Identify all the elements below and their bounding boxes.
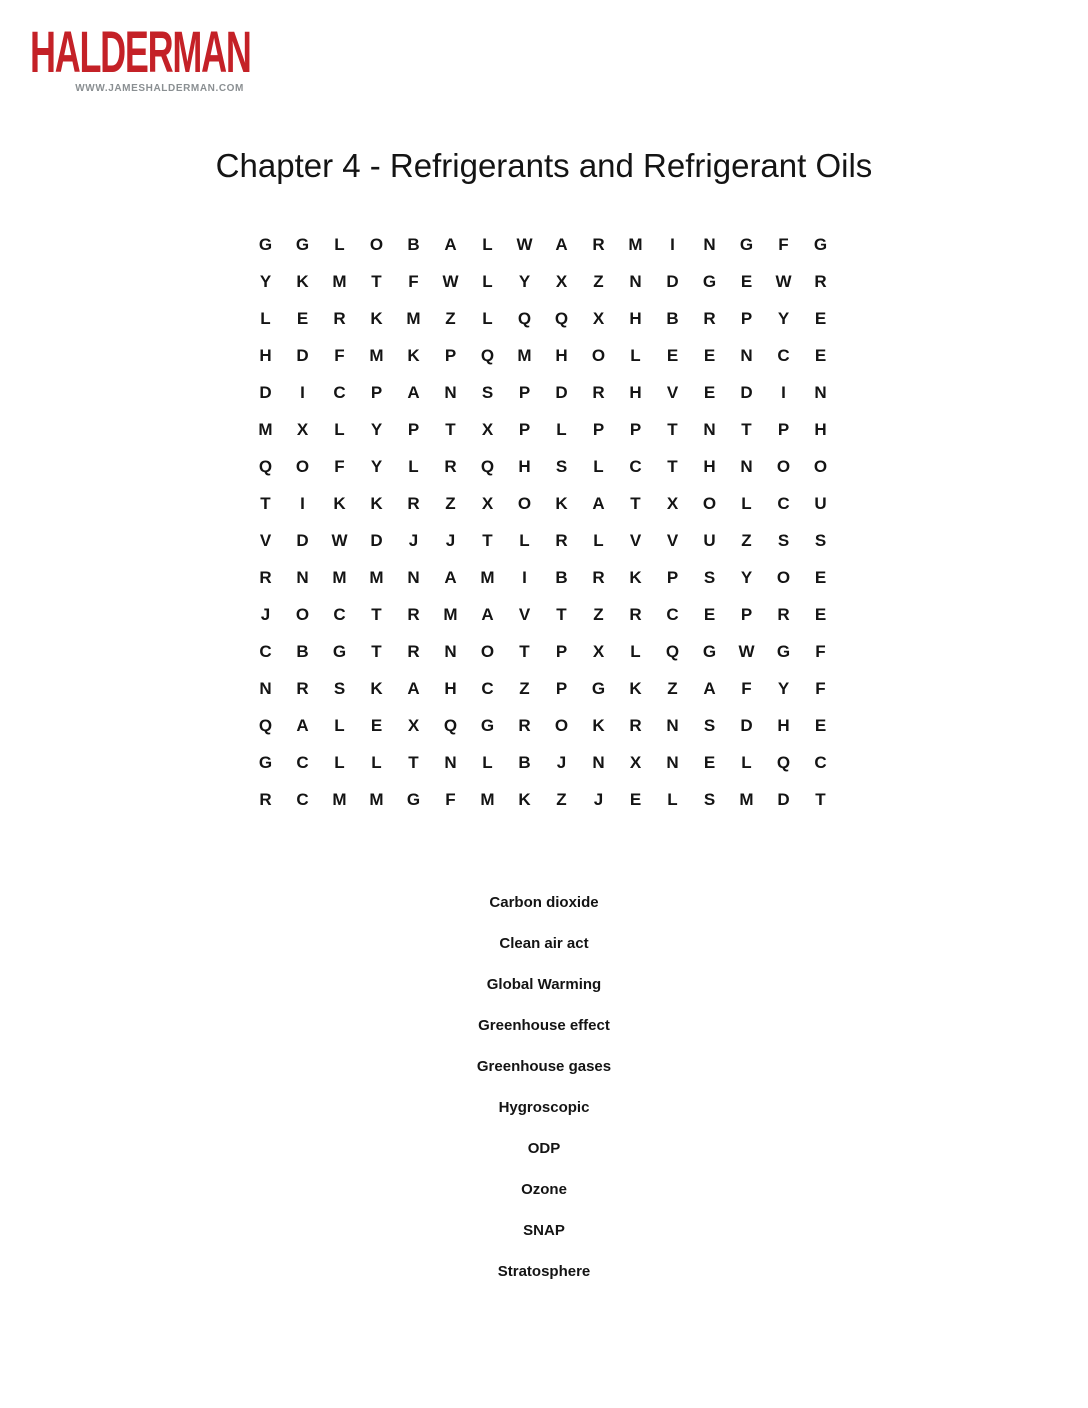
grid-cell: Q	[554, 308, 569, 328]
word-list-item: Clean air act	[499, 935, 589, 952]
grid-cell: L	[334, 715, 345, 735]
grid-cell: X	[592, 308, 605, 328]
grid-cell: A	[444, 567, 457, 587]
grid-cell: F	[445, 789, 456, 809]
grid-row	[247, 337, 839, 374]
word-list-item: ODP	[527, 1140, 561, 1157]
grid-cell: B	[296, 641, 309, 661]
grid-cell: U	[814, 493, 827, 513]
grid-cell: M	[480, 567, 495, 587]
grid-cell: G	[332, 641, 347, 661]
grid-cell: F	[408, 271, 419, 291]
grid-cell: Y	[740, 567, 753, 587]
logo-website-text: WWW.JAMESHALDERMAN.COM	[75, 83, 244, 94]
grid-cell: P	[407, 419, 420, 439]
grid-cell: W	[738, 641, 755, 661]
grid-cell: J	[408, 530, 419, 550]
grid-cell: V	[629, 530, 642, 550]
grid-cell: C	[296, 789, 309, 809]
grid-cell: Q	[517, 308, 532, 328]
grid-cell: X	[481, 419, 494, 439]
grid-row	[247, 263, 839, 300]
grid-cell: H	[259, 345, 272, 365]
grid-cell: M	[443, 604, 458, 624]
grid-cell: Y	[777, 678, 790, 698]
grid-cell: T	[815, 789, 826, 809]
grid-cell: X	[629, 752, 642, 772]
grid-cell: Y	[370, 419, 383, 439]
grid-cell: N	[296, 567, 309, 587]
grid-cell: Q	[258, 715, 273, 735]
grid-cell: N	[666, 752, 679, 772]
grid-cell: S	[703, 789, 716, 809]
grid-row	[247, 707, 839, 744]
grid-cell: F	[334, 456, 345, 476]
grid-cell: F	[334, 345, 345, 365]
grid-cell: S	[703, 715, 716, 735]
grid-cell: M	[332, 271, 347, 291]
grid-cell: Q	[258, 456, 273, 476]
grid-cell: T	[371, 641, 382, 661]
grid-row	[247, 633, 839, 670]
grid-cell: B	[518, 752, 531, 772]
grid-cell: G	[406, 789, 421, 809]
page-title: Chapter 4 - Refrigerants and Refrigerant Oils	[215, 147, 873, 184]
grid-cell: H	[777, 715, 790, 735]
grid-cell: P	[518, 419, 531, 439]
grid-cell: L	[334, 752, 345, 772]
grid-cell: R	[814, 271, 827, 291]
grid-cell: G	[295, 234, 310, 254]
grid-cell: T	[371, 604, 382, 624]
word-list-item: Ozone	[521, 1181, 567, 1198]
grid-cell: L	[519, 530, 530, 550]
word-list-item: SNAP	[523, 1222, 565, 1239]
grid-cell: K	[370, 678, 383, 698]
grid-cell: M	[369, 789, 384, 809]
grid-cell: T	[556, 604, 567, 624]
grid-cell: H	[444, 678, 457, 698]
grid-cell: B	[407, 234, 420, 254]
grid-cell: G	[739, 234, 754, 254]
grid-cell: C	[777, 345, 790, 365]
logo-brand-text: HALDERMAN	[30, 20, 251, 85]
grid-cell: L	[482, 752, 493, 772]
grid-cell: L	[593, 530, 604, 550]
grid-cell: L	[482, 308, 493, 328]
grid-cell: X	[296, 419, 309, 439]
grid-cell: H	[555, 345, 568, 365]
grid-cell: N	[444, 641, 457, 661]
grid-cell: F	[778, 234, 789, 254]
grid-cell: J	[556, 752, 567, 772]
grid-cell: R	[703, 308, 716, 328]
grid-row	[247, 522, 839, 559]
grid-cell: G	[813, 234, 828, 254]
grid-cell: L	[667, 789, 678, 809]
word-list-item: Global Warming	[486, 976, 602, 993]
grid-cell: N	[592, 752, 605, 772]
grid-cell: R	[333, 308, 346, 328]
grid-cell: I	[522, 567, 527, 587]
grid-cell: I	[781, 382, 786, 402]
grid-cell: T	[371, 271, 382, 291]
grid-cell: E	[703, 604, 716, 624]
grid-cell: S	[333, 678, 346, 698]
grid-cell: P	[555, 678, 568, 698]
grid-cell: L	[482, 234, 493, 254]
grid-cell: K	[370, 308, 383, 328]
grid-cell: T	[667, 456, 678, 476]
grid-cell: W	[775, 271, 792, 291]
grid-cell: V	[666, 530, 679, 550]
grid-cell: L	[260, 308, 271, 328]
grid-cell: J	[593, 789, 604, 809]
word-search-grid	[247, 226, 839, 818]
grid-cell: K	[370, 493, 383, 513]
grid-row	[247, 596, 839, 633]
grid-cell: K	[592, 715, 605, 735]
grid-row	[247, 411, 839, 448]
grid-cell: L	[741, 493, 752, 513]
grid-cell: D	[777, 789, 790, 809]
grid-row	[247, 448, 839, 485]
grid-cell: D	[296, 530, 309, 550]
grid-cell: M	[332, 789, 347, 809]
grid-cell: C	[481, 678, 494, 698]
grid-row	[247, 374, 839, 411]
grid-cell: P	[444, 345, 457, 365]
grid-cell: K	[555, 493, 568, 513]
grid-cell: N	[629, 271, 642, 291]
grid-cell: X	[666, 493, 679, 513]
grid-cell: N	[444, 382, 457, 402]
grid-cell: Z	[667, 678, 678, 698]
grid-cell: T	[482, 530, 493, 550]
grid-cell: R	[629, 715, 642, 735]
grid-cell: H	[814, 419, 827, 439]
grid-cell: O	[813, 456, 828, 476]
grid-cell: R	[259, 567, 272, 587]
grid-cell: O	[480, 641, 495, 661]
word-list-item: Carbon dioxide	[489, 894, 599, 911]
grid-cell: S	[481, 382, 494, 402]
grid-cell: C	[296, 752, 309, 772]
grid-cell: R	[407, 493, 420, 513]
word-list-item: Stratosphere	[497, 1263, 591, 1280]
grid-cell: O	[517, 493, 532, 513]
grid-cell: N	[259, 678, 272, 698]
grid-cell: A	[592, 493, 605, 513]
grid-cell: O	[295, 456, 310, 476]
grid-cell: X	[555, 271, 568, 291]
grid-cell: D	[370, 530, 383, 550]
grid-cell: L	[408, 456, 419, 476]
grid-cell: K	[518, 789, 531, 809]
grid-cell: O	[776, 456, 791, 476]
halderman-logo	[30, 20, 251, 94]
grid-cell: N	[703, 234, 716, 254]
grid-cell: E	[629, 789, 642, 809]
grid-cell: R	[592, 567, 605, 587]
grid-cell: O	[776, 567, 791, 587]
grid-cell: E	[814, 308, 827, 328]
grid-cell: K	[629, 678, 642, 698]
grid-cell: M	[258, 419, 273, 439]
grid-cell: P	[592, 419, 605, 439]
grid-cell: P	[629, 419, 642, 439]
grid-cell: K	[629, 567, 642, 587]
grid-cell: Y	[777, 308, 790, 328]
grid-cell: Z	[519, 678, 530, 698]
grid-cell: S	[555, 456, 568, 476]
grid-cell: N	[703, 419, 716, 439]
grid-cell: K	[333, 493, 346, 513]
grid-cell: T	[630, 493, 641, 513]
grid-cell: C	[333, 604, 346, 624]
grid-cell: M	[739, 789, 754, 809]
grid-cell: R	[592, 382, 605, 402]
grid-cell: M	[628, 234, 643, 254]
grid-cell: C	[814, 752, 827, 772]
grid-cell: E	[703, 382, 716, 402]
grid-row	[247, 300, 839, 337]
grid-cell: C	[259, 641, 272, 661]
grid-cell: M	[369, 345, 384, 365]
grid-cell: P	[370, 382, 383, 402]
grid-cell: W	[516, 234, 533, 254]
grid-cell: P	[740, 308, 753, 328]
grid-cell: P	[518, 382, 531, 402]
grid-cell: G	[480, 715, 495, 735]
grid-cell: M	[369, 567, 384, 587]
grid-cell: E	[814, 567, 827, 587]
grid-cell: R	[629, 604, 642, 624]
grid-cell: W	[442, 271, 459, 291]
grid-cell: D	[555, 382, 568, 402]
grid-cell: U	[703, 530, 716, 550]
grid-cell: L	[334, 234, 345, 254]
grid-cell: L	[371, 752, 382, 772]
word-list-item: Greenhouse effect	[478, 1017, 610, 1034]
grid-cell: Q	[776, 752, 791, 772]
grid-cell: E	[814, 345, 827, 365]
grid-cell: F	[815, 678, 826, 698]
grid-cell: K	[296, 271, 309, 291]
grid-cell: Z	[445, 308, 456, 328]
word-list	[0, 882, 1088, 1292]
grid-cell: V	[518, 604, 531, 624]
grid-cell: T	[741, 419, 752, 439]
grid-cell: N	[444, 752, 457, 772]
grid-cell: E	[370, 715, 383, 735]
grid-cell: R	[777, 604, 790, 624]
grid-cell: P	[666, 567, 679, 587]
grid-cell: A	[703, 678, 716, 698]
grid-cell: B	[555, 567, 568, 587]
grid-cell: I	[300, 382, 305, 402]
grid-cell: L	[556, 419, 567, 439]
grid-cell: L	[482, 271, 493, 291]
grid-cell: G	[702, 641, 717, 661]
grid-cell: N	[740, 345, 753, 365]
grid-cell: Y	[518, 271, 531, 291]
grid-cell: C	[629, 456, 642, 476]
grid-cell: E	[814, 604, 827, 624]
grid-cell: Z	[593, 604, 604, 624]
grid-cell: H	[518, 456, 531, 476]
grid-row	[247, 485, 839, 522]
grid-cell: F	[741, 678, 752, 698]
grid-cell: P	[740, 604, 753, 624]
grid-cell: G	[702, 271, 717, 291]
grid-cell: M	[332, 567, 347, 587]
grid-cell: C	[777, 493, 790, 513]
grid-cell: E	[814, 715, 827, 735]
grid-cell: E	[296, 308, 309, 328]
grid-cell: O	[591, 345, 606, 365]
grid-row	[247, 781, 839, 818]
grid-cell: X	[592, 641, 605, 661]
grid-cell: L	[334, 419, 345, 439]
grid-cell: G	[776, 641, 791, 661]
grid-cell: R	[407, 604, 420, 624]
grid-cell: O	[702, 493, 717, 513]
grid-row	[247, 559, 839, 596]
grid-cell: N	[740, 456, 753, 476]
grid-row	[247, 670, 839, 707]
grid-cell: I	[670, 234, 675, 254]
grid-cell: A	[407, 678, 420, 698]
grid-cell: E	[740, 271, 753, 291]
grid-cell: E	[703, 752, 716, 772]
grid-cell: Z	[593, 271, 604, 291]
grid-cell: Z	[556, 789, 567, 809]
grid-cell: R	[407, 641, 420, 661]
grid-cell: V	[259, 530, 272, 550]
grid-cell: Q	[665, 641, 680, 661]
grid-cell: M	[480, 789, 495, 809]
grid-cell: J	[445, 530, 456, 550]
grid-cell: P	[555, 641, 568, 661]
grid-cell: M	[406, 308, 421, 328]
grid-cell: N	[407, 567, 420, 587]
grid-cell: N	[666, 715, 679, 735]
grid-cell: O	[295, 604, 310, 624]
grid-cell: R	[518, 715, 531, 735]
grid-cell: Y	[370, 456, 383, 476]
grid-cell: A	[407, 382, 420, 402]
grid-cell: T	[667, 419, 678, 439]
grid-cell: L	[630, 345, 641, 365]
grid-cell: R	[259, 789, 272, 809]
grid-cell: H	[703, 456, 716, 476]
grid-cell: T	[519, 641, 530, 661]
grid-cell: P	[777, 419, 790, 439]
grid-cell: D	[259, 382, 272, 402]
grid-cell: E	[666, 345, 679, 365]
grid-cell: R	[555, 530, 568, 550]
grid-cell: L	[741, 752, 752, 772]
grid-cell: H	[629, 308, 642, 328]
word-list-item: Greenhouse gases	[476, 1058, 612, 1075]
grid-cell: S	[777, 530, 790, 550]
grid-cell: R	[444, 456, 457, 476]
grid-cell: R	[592, 234, 605, 254]
grid-cell: T	[260, 493, 271, 513]
grid-cell: W	[331, 530, 348, 550]
grid-cell: A	[296, 715, 309, 735]
grid-cell: G	[258, 234, 273, 254]
grid-cell: M	[517, 345, 532, 365]
grid-cell: O	[369, 234, 384, 254]
grid-cell: D	[296, 345, 309, 365]
grid-cell: C	[666, 604, 679, 624]
grid-cell: Q	[480, 456, 495, 476]
grid-cell: H	[629, 382, 642, 402]
grid-cell: D	[740, 715, 753, 735]
grid-cell: Q	[480, 345, 495, 365]
grid-cell: A	[555, 234, 568, 254]
grid-cell: X	[407, 715, 420, 735]
grid-cell: Z	[445, 493, 456, 513]
grid-cell: S	[814, 530, 827, 550]
grid-cell: T	[445, 419, 456, 439]
grid-cell: J	[260, 604, 271, 624]
grid-cell: E	[703, 345, 716, 365]
grid-cell: L	[593, 456, 604, 476]
grid-row	[247, 226, 839, 263]
grid-row	[247, 744, 839, 781]
grid-cell: D	[740, 382, 753, 402]
grid-cell: Z	[741, 530, 752, 550]
grid-cell: S	[703, 567, 716, 587]
grid-cell: K	[407, 345, 420, 365]
grid-cell: N	[814, 382, 827, 402]
grid-cell: I	[300, 493, 305, 513]
grid-cell: Y	[259, 271, 272, 291]
grid-cell: T	[408, 752, 419, 772]
grid-cell: V	[666, 382, 679, 402]
grid-cell: X	[481, 493, 494, 513]
grid-cell: A	[481, 604, 494, 624]
grid-cell: A	[444, 234, 457, 254]
grid-cell: D	[666, 271, 679, 291]
grid-cell: G	[258, 752, 273, 772]
grid-cell: R	[296, 678, 309, 698]
word-list-item: Hygroscopic	[498, 1099, 590, 1116]
grid-cell: C	[333, 382, 346, 402]
grid-cell: O	[554, 715, 569, 735]
grid-cell: F	[815, 641, 826, 661]
grid-cell: G	[591, 678, 606, 698]
grid-cell: L	[630, 641, 641, 661]
grid-cell: B	[666, 308, 679, 328]
grid-cell: Q	[443, 715, 458, 735]
